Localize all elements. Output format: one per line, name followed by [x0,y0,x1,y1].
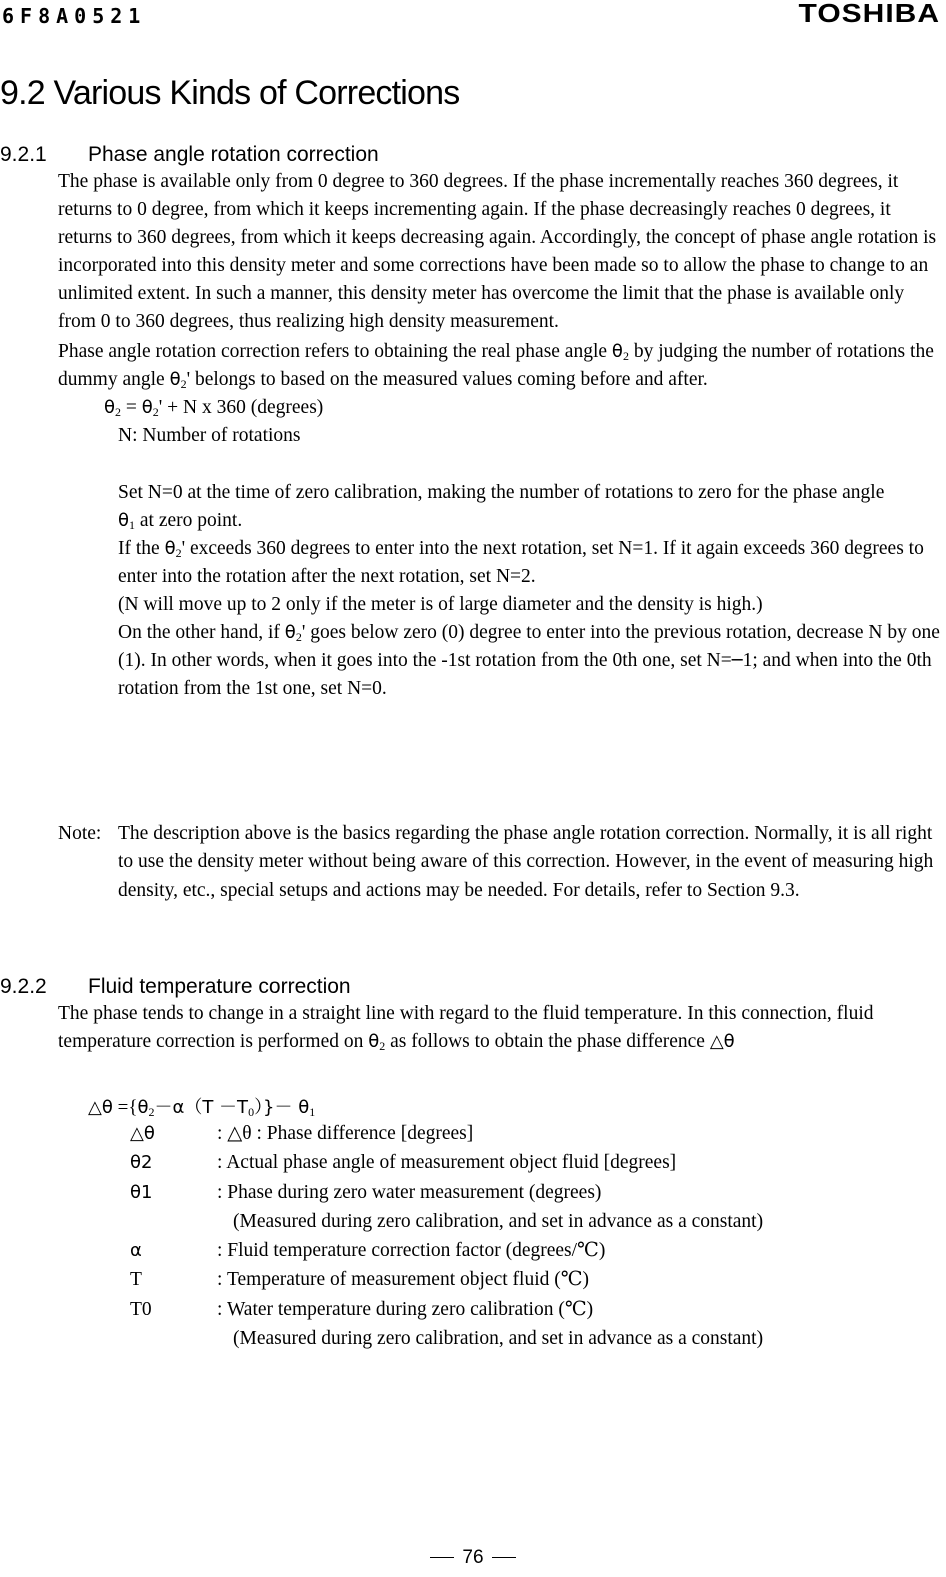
section-title: Phase angle rotation correction [88,143,379,166]
paragraph: The phase tends to change in a straight line with regard to the fluid temperature. In this connection, fluid temperature correction is performed on $\theta_2$ as follows to obtain the phase difference △θ [58,1003,874,1053]
n-definition: N: Number of rotations [118,425,301,446]
note-label: Note: [58,823,102,844]
definition-row: α : Fluid temperature correction factor (degrees/℃) [130,1240,606,1262]
rotation-equation: $\theta_2 = \theta_2' + N$ x 360 (degrees) [104,397,324,419]
theta-symbol: θ [169,369,181,390]
page-title: 9.2 Various Kinds of Corrections [0,74,460,112]
temperature-correction-formula: △θ $=\{\theta_2-\alpha(T -T_0)\}- \theta_1$ [88,1097,316,1119]
paragraph: The phase is available only from 0 degree to 360 degrees. If the phase incrementally reaches 360 degrees, it returns to 0 degree, from which it keeps incrementing again. If the phase decreasingly reaches 0 degrees, it returns to 360 degrees, from which it keeps decreasing again. Accordingly, the concept of phase angle rotation is incorporated into this density meter and some corrections have been made so to allow the phase to change to an unlimited extent. In such a manner, this density meter has overcome the limit that the phase is available only from 0 to 360 degrees, thus realizing high density measurement. [58,171,937,332]
section-number: 9.2.2 [0,975,47,998]
paragraph: Phase angle rotation correction refers to obtaining the real phase angle $\theta_2$ by judging the number of rotations the dummy angle $\theta_2'$ belongs to based on the measured values coming before and after. [58,341,934,391]
document-number: 6F8A0521 [2,4,147,28]
note-block [58,820,942,905]
definition-row: (Measured during zero calibration, and set in advance as a constant) [233,1210,764,1232]
definition-row: (Measured during zero calibration, and set in advance as a constant) [233,1328,764,1350]
definition-row: T0 : Water temperature during zero calibration (℃) [130,1298,594,1320]
paragraph: Set N=0 at the time of zero calibration, making the number of rotations to zero for the phase angle $\theta_1$ at zero point. [118,482,885,532]
definition-row: θ1 : Phase during zero water measurement (degrees) [130,1181,602,1203]
variable-definitions [130,1119,763,1353]
section-9-2-1-body [58,168,942,703]
definition-row: T : Temperature of measurement object fluid (℃) [130,1269,590,1291]
footer-dash [492,1557,516,1558]
section-9-2-2-body [58,1000,942,1056]
note-text: The description above is the basics regarding the phase angle rotation correction. Normally, it is all right to use the density meter without being aware of this correction. However, in the event of measuring high density, etc., special setups and actions may be needed. For details, refer to Section 9.3. [118,823,934,901]
toshiba-logo: TOSHIBA [798,0,940,29]
theta-symbol: θ [611,341,623,362]
page-number: 76 [462,1547,484,1568]
page-footer [0,1547,946,1569]
definition-row: △θ : △θ : Phase difference [degrees] [130,1123,474,1144]
section-heading-9-2-1 [0,143,379,167]
section-title: Fluid temperature correction [88,975,351,998]
section-number: 9.2.1 [0,143,47,166]
footer-dash [430,1557,454,1558]
definition-row: θ2 : Actual phase angle of measurement object fluid [degrees] [130,1152,677,1174]
paragraph: (N will move up to 2 only if the meter is of large diameter and the density is high.) [118,594,763,615]
section-heading-9-2-2 [0,975,351,999]
paragraph: On the other hand, if $\theta_2'$ goes below zero (0) degree to enter into the previous rotation, decrease N by one (1). In other words, when it goes into the -1st rotation from the 0th one, set N=─1; and when into the 0th rotation from the 1st one, set N=0. [118,622,940,699]
paragraph: If the $\theta_2'$ exceeds 360 degrees to enter into the next rotation, set N=1. If it again exceeds 360 degrees to enter into the rotation after the next rotation, set N=2. [118,538,924,587]
